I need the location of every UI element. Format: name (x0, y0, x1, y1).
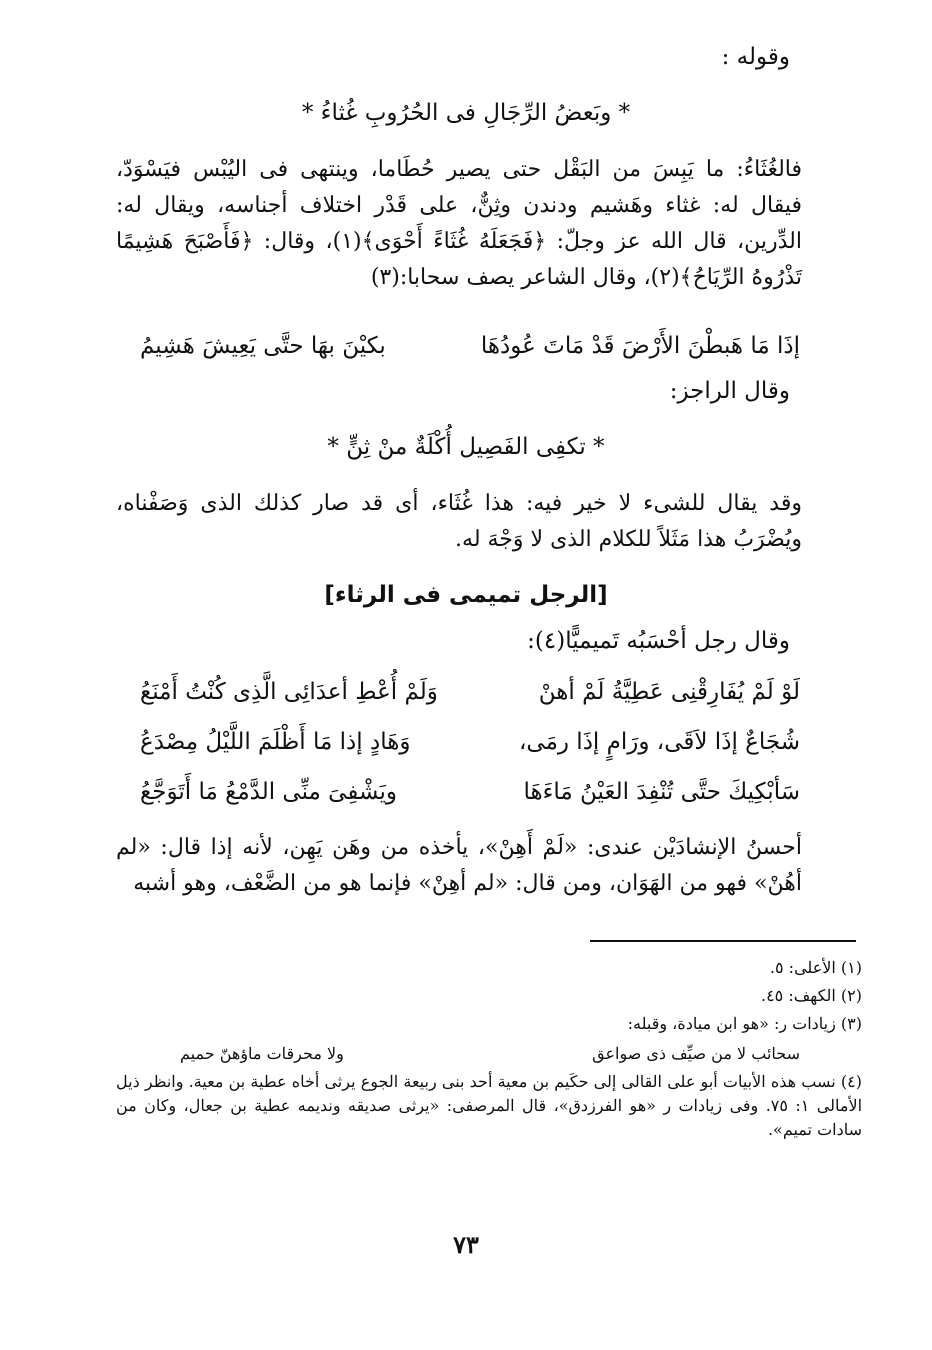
paragraph-proverb: وقد يقال للشىء لا خير فيه: هذا غُثَاء، أى قد صار كذلك الذى وَصَفْناه، ويُضْرَبُ هذا مَثَلاً للكلام الذى لا وَجْهَ له. (116, 491, 802, 552)
footnote-separator (590, 940, 856, 942)
footnote-3-verse-second: ولا محرقات ماؤهنّ حميم (180, 1044, 344, 1063)
poem-verse-2 (140, 722, 800, 762)
poem-verse-3 (140, 772, 800, 812)
poem-verse-1-second: وَلَمْ أُعْطِ أعدَائِى الَّذِى كُنْتُ أَمْنَعُ (140, 679, 438, 705)
hemistich-1: * وبَعضُ الرِّجَالِ فى الحُرُوبِ غُثاءُ * (301, 100, 631, 126)
poem-verse-2-second: وَهَادٍ إذا مَا أَظْلَمَ اللَّيْلُ مِصْدَعُ (140, 729, 411, 755)
verse-1 (140, 326, 800, 366)
footnote-2: (٢) الكهف: ٤٥. (760, 986, 862, 1005)
paragraph-commentary: أحسنُ الإنشادَيْن عندى: «لَمْ أَهِنْ»، يأخذه من وهَن يَهِن، لأنه إذا قال: «لم أهُنْ» فهو من الهَوَان، ومن قال: «لم أهِنْ» فإنما هو من الضَّعْف، وهو أشبه (116, 835, 802, 896)
footnote-3-verse-first: سحائب لا من صيِّف ذى صواعق (592, 1044, 800, 1063)
footnote-4: (٤) نسب هذه الأبيات أبو على القالى إلى حكَيم بن معية أحد بنى ربيعة الجوع يرثى أخاه عطية بن معية. وانظر ذيل الأمالى ١: ٧٥. وفى زيادات ر «هو الفرزدق»، قال المرصفى: «يرثى صديقه ونديمه عطية بن جعال، وكان من سادات تميم». (116, 1072, 863, 1139)
poem-verse-1-first: لَوْ لَمْ يُفَارِقْنِى عَطِيَّةُ لَمْ أهنْ (538, 679, 800, 705)
poem-intro: وقال رجل أحْسَبُه تَميميًّا(٤): (527, 628, 790, 654)
footnote-3-verse (180, 1042, 800, 1068)
hemistich-2: * تكفِى الفَصِيل أُكْلَةٌ منْ ثِنٍّ * (327, 434, 605, 460)
poem-verse-3-second: ويَشْفِىَ منِّى الدَّمْعُ مَا أَتَوَجَّعُ (140, 779, 397, 805)
section-heading: [الرجل تميمى فى الرثاء] (324, 582, 608, 608)
page-number: ٧٣ (453, 1230, 479, 1259)
poem-verse-3-first: سَأبْكِيكَ حتَّى تُنْفِدَ العَيْنُ مَاءَهَا (523, 779, 800, 805)
verse-1-first-hemistich: إذَا مَا هَبطْنَ الأَرْضَ قَدْ مَاتَ عُودُهَا (480, 333, 800, 359)
poem-verse-1 (140, 672, 800, 712)
verse-1-second-hemistich: بكيْنَ بهَا حتَّى يَعِيشَ هَشِيمُ (140, 333, 386, 359)
footnote-1: (١) الأعلى: ٥. (769, 958, 862, 977)
footnote-3: (٣) زيادات ر: «هو ابن ميادة، وقبله: (627, 1014, 862, 1033)
paragraph-ghutha: فالغُثَاءُ: ما يَبِسَ من البَقْل حتى يصير حُطَاما، وينتهى فى اليُبْس فيَسْوَدّ، فيقال له: غثاء وهَشيم ودندن وثِنٌّ، على قَدْر اختلاف أجناسه، ويقال له: الدِّرين، قال الله عز وجلّ: ﴿فَجَعَلَهُ غُثَاءً أَحْوَى﴾(١)، وقال: ﴿فَأَصْبَحَ هَشِيمًا تَذْرُوهُ الرِّيَاحُ﴾(٢)، وقال الشاعر يصف سحابا:(٣) (116, 157, 802, 290)
intro-text: وقوله : (721, 44, 790, 70)
rajaz-intro: وقال الراجز: (669, 378, 790, 404)
poem-verse-2-first: شُجَاعٌ إذَا لاَقَى، ورَامٍ إذَا رمَى، (518, 729, 800, 755)
